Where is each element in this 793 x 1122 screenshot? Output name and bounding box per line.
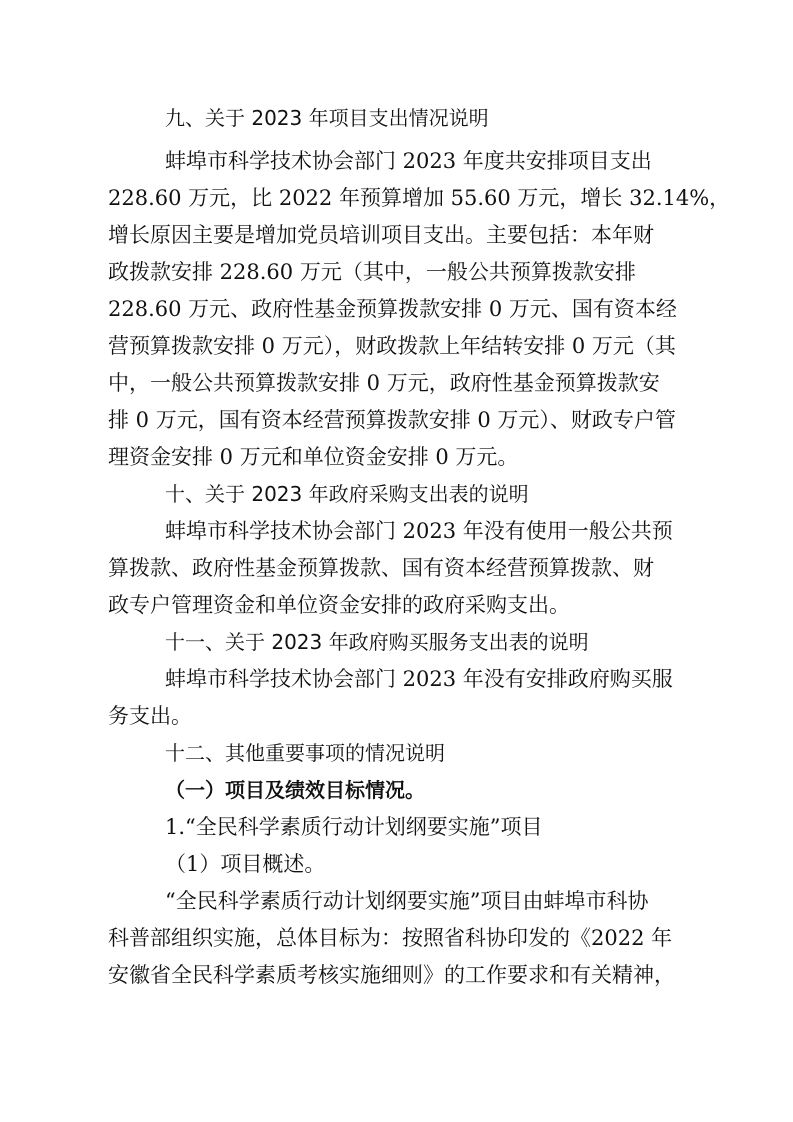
paragraph-line: 务支出。 [108, 704, 192, 728]
paragraph-line: 营预算拨款安排 0 万元），财政拨款上年结转安排 0 万元（其 [108, 334, 676, 358]
paragraph-line: 蚌埠市科学技术协会部门 2023 年度共安排项目支出 [165, 149, 652, 173]
section-ten-heading: 十、关于 2023 年政府采购支出表的说明 [165, 482, 529, 506]
paragraph-line: 228.60 万元，比 2022 年预算增加 55.60 万元，增长 32.14%， [108, 186, 731, 210]
paragraph-line: “全民科学素质行动计划纲要实施”项目由蚌埠市科协 [165, 889, 649, 913]
section-nine-heading: 九、关于 2023 年项目支出情况说明 [165, 106, 489, 130]
paragraph-line: 理资金安排 0 万元和单位资金安排 0 万元。 [108, 445, 519, 469]
paragraph-line: 蚌埠市科学技术协会部门 2023 年没有安排政府购买服 [165, 667, 673, 691]
paragraph-line: 科普部组织实施，总体目标为：按照省科协印发的《2022 年 [108, 926, 673, 950]
section-twelve-heading: 十二、其他重要事项的情况说明 [165, 741, 445, 765]
paragraph-line: 排 0 万元，国有资本经营预算拨款安排 0 万元）、财政专户管 [108, 408, 676, 432]
paragraph-line: 安徽省全民科学素质考核实施细则》的工作要求和有关精神， [108, 963, 675, 987]
paragraph-line: 228.60 万元、政府性基金预算拨款安排 0 万元、国有资本经 [108, 297, 677, 321]
paragraph-line: 增长原因主要是增加党员培训项目支出。主要包括：本年财 [108, 223, 654, 247]
paragraph-line: 蚌埠市科学技术协会部门 2023 年没有使用一般公共预 [165, 519, 673, 543]
project-subitem-title: （1）项目概述。 [165, 852, 326, 876]
project-item-title: 1.“全民科学素质行动计划纲要实施”项目 [165, 815, 543, 839]
paragraph-line: 政拨款安排 228.60 万元（其中，一般公共预算拨款安排 [108, 260, 636, 284]
subsection-heading: （一）项目及绩效目标情况。 [165, 778, 425, 802]
section-eleven-heading: 十一、关于 2023 年政府购买服务支出表的说明 [165, 630, 589, 654]
paragraph-line: 政专户管理资金和单位资金安排的政府采购支出。 [108, 593, 570, 617]
paragraph-line: 中，一般公共预算拨款安排 0 万元，政府性基金预算拨款安 [108, 371, 660, 395]
paragraph-line: 算拨款、政府性基金预算拨款、国有资本经营预算拨款、财 [108, 556, 654, 580]
